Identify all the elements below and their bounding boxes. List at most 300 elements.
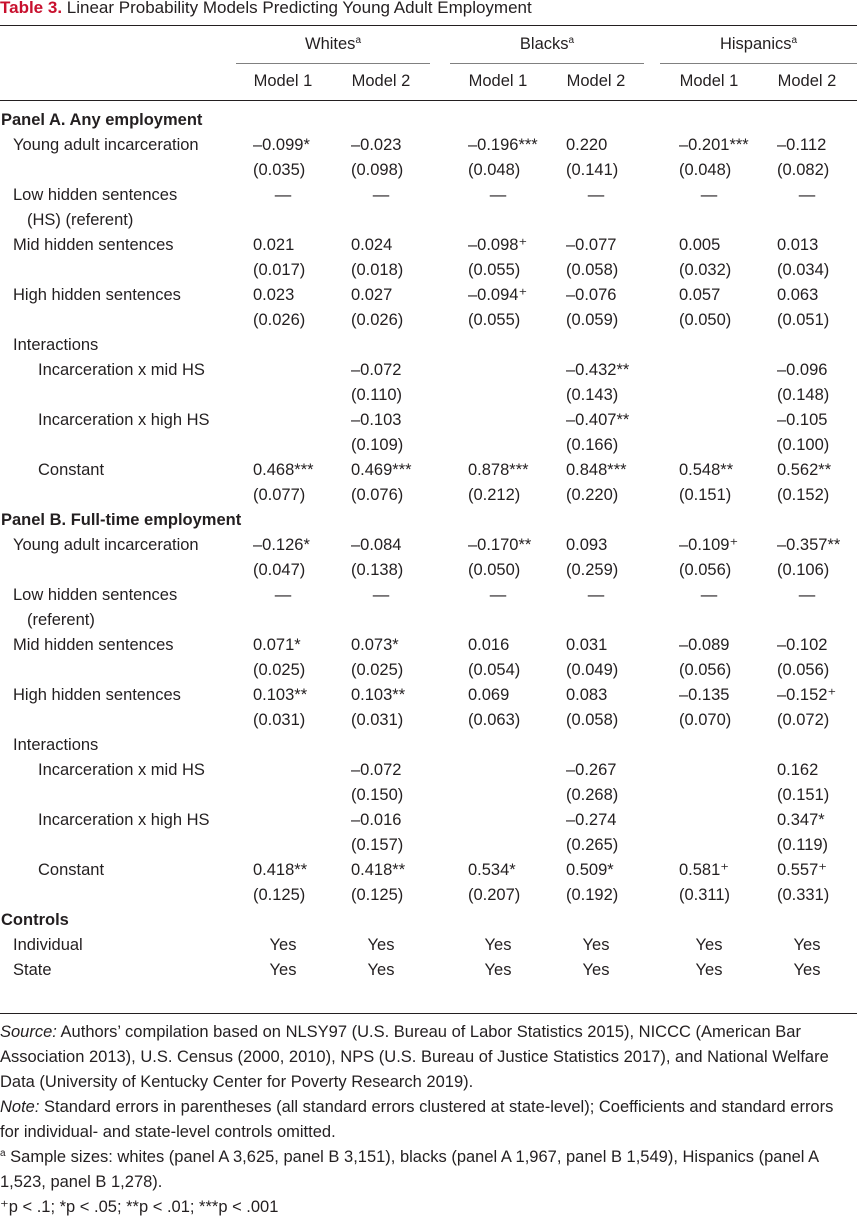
cell-value: 0.103** xyxy=(351,686,406,704)
cell-value: (0.125) xyxy=(351,886,404,904)
table-cell xyxy=(758,685,856,705)
table-cell xyxy=(758,585,856,605)
cell-value: 0.021 xyxy=(253,236,295,254)
table-cell xyxy=(332,760,430,780)
table-row xyxy=(0,235,857,260)
source-note: Source: Authors’ compilation based on NLSY97 (U.S. Bureau of Labor Statistics 2015), NICCC (American Bar Association 2013), U.S. Census (2000, 2010), NPS (U.S. Bureau of Justice Statistics 2017), and National Welfare Data (University of Kentucky Center for Poverty Research 2019). xyxy=(0,1023,829,1091)
section-header-row xyxy=(0,510,857,535)
table-cell xyxy=(332,835,430,855)
table-cell xyxy=(332,460,430,480)
row-label: Young adult incarceration xyxy=(13,136,199,154)
table-cell xyxy=(449,460,547,480)
cell-value: 0.848*** xyxy=(566,461,627,479)
table-cell xyxy=(449,610,547,630)
table-cell xyxy=(449,810,547,830)
cell-value: –0.196*** xyxy=(468,136,538,154)
cell-value: 0.534* xyxy=(468,861,516,879)
cell-value: — xyxy=(274,186,292,204)
table-cell xyxy=(758,185,856,205)
cell-value: (0.082) xyxy=(777,161,830,179)
table-cell xyxy=(332,885,430,905)
row-label: (referent) xyxy=(27,611,95,629)
cell-value: (0.017) xyxy=(253,261,306,279)
row-label: High hidden sentences xyxy=(13,686,181,704)
table-cell xyxy=(234,335,332,355)
table-cell xyxy=(234,310,332,330)
cell-value: (0.150) xyxy=(351,786,404,804)
table-row xyxy=(0,610,857,635)
table-row xyxy=(0,760,857,785)
table-row xyxy=(0,960,857,985)
cell-value: (0.031) xyxy=(351,711,404,729)
table-cell xyxy=(332,710,430,730)
table-cell xyxy=(234,635,332,655)
table-cell xyxy=(758,560,856,580)
cell-value: 0.418** xyxy=(253,861,308,879)
table-cell xyxy=(234,410,332,430)
table-row xyxy=(0,135,857,160)
table-cell xyxy=(547,285,645,305)
table-cell xyxy=(449,160,547,180)
table-cell xyxy=(332,735,430,755)
table-cell xyxy=(547,685,645,705)
cell-value: –0.201*** xyxy=(679,136,749,154)
group-header-hispanics: Hispanics$^a$ xyxy=(719,35,798,53)
group-header-whites: Whites$^a$ xyxy=(305,35,361,53)
table-cell xyxy=(332,485,430,505)
table-cell xyxy=(660,360,758,380)
cell-value: –0.099* xyxy=(253,136,310,154)
row-label: State xyxy=(13,961,52,979)
cell-value: — xyxy=(372,186,390,204)
table-cell xyxy=(660,560,758,580)
table-cell xyxy=(332,310,430,330)
table-cell xyxy=(547,185,645,205)
table-cell xyxy=(758,610,856,630)
group-rule-hispanics xyxy=(660,63,857,64)
cell-value: — xyxy=(274,586,292,604)
table-cell xyxy=(547,935,645,955)
table-cell xyxy=(332,235,430,255)
table-cell xyxy=(660,110,758,130)
table-cell xyxy=(332,685,430,705)
table-cell xyxy=(332,935,430,955)
table-cell xyxy=(234,460,332,480)
table-row xyxy=(0,435,857,460)
cell-value: –0.109⁺ xyxy=(679,536,739,554)
table-cell xyxy=(547,610,645,630)
table-cell xyxy=(332,560,430,580)
table-cell xyxy=(547,810,645,830)
table-cell xyxy=(449,860,547,880)
cell-value: (0.058) xyxy=(566,261,619,279)
cell-value: — xyxy=(798,186,816,204)
table-cell xyxy=(758,260,856,280)
table-cell xyxy=(660,460,758,480)
table-cell xyxy=(332,860,430,880)
table-cell xyxy=(332,110,430,130)
table-cell xyxy=(758,935,856,955)
table-cell xyxy=(758,360,856,380)
cell-value: (0.054) xyxy=(468,661,521,679)
model-header: Model 2 xyxy=(566,72,626,90)
table-cell xyxy=(332,160,430,180)
table-cell xyxy=(660,410,758,430)
cell-value: 0.016 xyxy=(468,636,510,654)
table-row xyxy=(0,735,857,760)
table-cell xyxy=(660,160,758,180)
cell-value: (0.220) xyxy=(566,486,619,504)
cell-value: Yes xyxy=(582,936,610,954)
cell-value: (0.055) xyxy=(468,261,521,279)
cell-value: (0.100) xyxy=(777,436,830,454)
table-cell xyxy=(234,160,332,180)
table-cell xyxy=(660,860,758,880)
row-label: Interactions xyxy=(13,336,99,354)
table-cell xyxy=(758,635,856,655)
table-row xyxy=(0,485,857,510)
cell-value: (0.050) xyxy=(679,311,732,329)
table-cell xyxy=(660,535,758,555)
cell-value: 0.027 xyxy=(351,286,393,304)
cell-value: (0.098) xyxy=(351,161,404,179)
table-cell xyxy=(547,660,645,680)
row-label: Panel B. Full-time employment xyxy=(1,511,242,529)
significance-note: ⁺p < .1; *p < .05; **p < .01; ***p < .001 xyxy=(0,1198,279,1216)
cell-value: –0.105 xyxy=(777,411,828,429)
table-cell xyxy=(547,310,645,330)
table-cell xyxy=(547,635,645,655)
table-cell xyxy=(660,885,758,905)
group-rule-blacks xyxy=(450,63,644,64)
cell-value: –0.016 xyxy=(351,811,402,829)
table-cell xyxy=(332,810,430,830)
table-cell xyxy=(758,235,856,255)
table-row xyxy=(0,810,857,835)
table-cell xyxy=(332,335,430,355)
cell-value: –0.094⁺ xyxy=(468,286,528,304)
cell-value: 0.023 xyxy=(253,286,295,304)
table-cell xyxy=(449,660,547,680)
table-cell xyxy=(449,210,547,230)
table-cell xyxy=(234,660,332,680)
cell-value: 0.005 xyxy=(679,236,721,254)
cell-value: –0.274 xyxy=(566,811,617,829)
table-cell xyxy=(660,310,758,330)
cell-value: (0.034) xyxy=(777,261,830,279)
table-cell xyxy=(660,685,758,705)
cell-value: — xyxy=(587,186,605,204)
cell-value: Yes xyxy=(484,936,512,954)
cell-value: Yes xyxy=(793,961,821,979)
table-cell xyxy=(547,335,645,355)
cell-value: –0.126* xyxy=(253,536,310,554)
table-cell xyxy=(332,635,430,655)
cell-value: (0.055) xyxy=(468,311,521,329)
table-row xyxy=(0,410,857,435)
table-cell xyxy=(332,510,430,530)
table-cell xyxy=(758,760,856,780)
cell-value: –0.096 xyxy=(777,361,828,379)
row-label: Constant xyxy=(38,461,105,479)
cell-value: 0.057 xyxy=(679,286,721,304)
table-cell xyxy=(449,110,547,130)
cell-value: –0.077 xyxy=(566,236,617,254)
bottom-rule xyxy=(0,1013,857,1014)
table-cell xyxy=(660,910,758,930)
cell-value: –0.084 xyxy=(351,536,402,554)
cell-value: (0.152) xyxy=(777,486,830,504)
table-cell xyxy=(547,710,645,730)
table-cell xyxy=(332,360,430,380)
table-cell xyxy=(332,585,430,605)
table-cell xyxy=(234,535,332,555)
table-cell xyxy=(758,885,856,905)
row-label: Controls xyxy=(1,911,69,929)
table-cell xyxy=(449,735,547,755)
table-cell xyxy=(660,285,758,305)
table-cell xyxy=(332,960,430,980)
cell-value: (0.076) xyxy=(351,486,404,504)
cell-value: 0.220 xyxy=(566,136,608,154)
cell-value: (0.058) xyxy=(566,711,619,729)
table-cell xyxy=(660,485,758,505)
row-label: Mid hidden sentences xyxy=(13,236,174,254)
table-caption: Linear Probability Models Predicting Young Adult Employment xyxy=(66,0,532,17)
table-cell xyxy=(547,735,645,755)
table-cell xyxy=(758,385,856,405)
cell-value: Yes xyxy=(695,961,723,979)
cell-value: 0.083 xyxy=(566,686,608,704)
cell-value: — xyxy=(700,586,718,604)
table-row xyxy=(0,585,857,610)
table-cell xyxy=(758,510,856,530)
cell-value: (0.265) xyxy=(566,836,619,854)
table-cell xyxy=(547,510,645,530)
table-cell xyxy=(547,460,645,480)
cell-value: –0.432** xyxy=(566,361,630,379)
sample-size-note: $^a$ Sample sizes: whites (panel A 3,625, panel B 3,151), blacks (panel A 1,967, panel B 1,549), Hispanics (panel A 1,523, panel B 1,278). xyxy=(0,1148,819,1191)
table-cell xyxy=(547,785,645,805)
table-cell xyxy=(332,435,430,455)
table-cell xyxy=(234,435,332,455)
row-label: (HS) (referent) xyxy=(27,211,134,229)
table-cell xyxy=(234,710,332,730)
table-cell xyxy=(234,585,332,605)
cell-value: (0.025) xyxy=(253,661,306,679)
table-cell xyxy=(660,835,758,855)
cell-value: 0.162 xyxy=(777,761,819,779)
table-cell xyxy=(234,235,332,255)
cell-value: –0.089 xyxy=(679,636,730,654)
row-label: Incarceration x high HS xyxy=(38,811,210,829)
cell-value: –0.357** xyxy=(777,536,841,554)
table-cell xyxy=(234,360,332,380)
table-cell xyxy=(449,510,547,530)
table-cell xyxy=(332,210,430,230)
table-row xyxy=(0,885,857,910)
row-label: Young adult incarceration xyxy=(13,536,199,554)
table-row xyxy=(0,210,857,235)
cell-value: 0.069 xyxy=(468,686,510,704)
table-cell xyxy=(758,835,856,855)
table-cell xyxy=(547,910,645,930)
table-row xyxy=(0,685,857,710)
table-row xyxy=(0,160,857,185)
table-row xyxy=(0,285,857,310)
table-cell xyxy=(449,135,547,155)
table-cell xyxy=(547,585,645,605)
table-cell xyxy=(234,210,332,230)
cell-value: (0.070) xyxy=(679,711,732,729)
cell-value: –0.023 xyxy=(351,136,402,154)
table-cell xyxy=(758,535,856,555)
cell-value: (0.050) xyxy=(468,561,521,579)
table-cell xyxy=(547,410,645,430)
cell-value: Yes xyxy=(367,961,395,979)
cell-value: (0.141) xyxy=(566,161,619,179)
table-cell xyxy=(449,960,547,980)
cell-value: (0.026) xyxy=(351,311,404,329)
table-cell xyxy=(660,760,758,780)
table-cell xyxy=(234,260,332,280)
cell-value: — xyxy=(700,186,718,204)
model-header: Model 1 xyxy=(679,72,739,90)
table-cell xyxy=(758,135,856,155)
table-row xyxy=(0,260,857,285)
cell-value: –0.102 xyxy=(777,636,828,654)
table-cell xyxy=(332,610,430,630)
table-cell xyxy=(449,535,547,555)
table-cell xyxy=(449,485,547,505)
row-label: Low hidden sentences xyxy=(13,186,178,204)
model-header: Model 2 xyxy=(351,72,411,90)
row-label: Individual xyxy=(13,936,83,954)
table-cell xyxy=(547,110,645,130)
table-cell xyxy=(234,760,332,780)
table-cell xyxy=(234,685,332,705)
cell-value: 0.013 xyxy=(777,236,819,254)
table-row xyxy=(0,710,857,735)
table-cell xyxy=(449,685,547,705)
cell-value: 0.071* xyxy=(253,636,301,654)
table-cell xyxy=(234,735,332,755)
table-cell xyxy=(234,510,332,530)
table-row xyxy=(0,310,857,335)
table-cell xyxy=(660,735,758,755)
cell-value: (0.207) xyxy=(468,886,521,904)
cell-value: — xyxy=(489,186,507,204)
cell-value: (0.056) xyxy=(777,661,830,679)
table-cell xyxy=(547,885,645,905)
table-cell xyxy=(234,110,332,130)
cell-value: Yes xyxy=(484,961,512,979)
table-cell xyxy=(234,610,332,630)
cell-value: 0.073* xyxy=(351,636,399,654)
cell-value: (0.106) xyxy=(777,561,830,579)
table-cell xyxy=(449,885,547,905)
cell-value: 0.031 xyxy=(566,636,608,654)
table-cell xyxy=(758,785,856,805)
table-cell xyxy=(234,385,332,405)
table-cell xyxy=(660,385,758,405)
table-cell xyxy=(547,360,645,380)
cell-value: (0.148) xyxy=(777,386,830,404)
table-cell xyxy=(660,185,758,205)
cell-value: — xyxy=(372,586,390,604)
table-row xyxy=(0,360,857,385)
table-cell xyxy=(547,210,645,230)
table-cell xyxy=(332,910,430,930)
cell-value: 0.093 xyxy=(566,536,608,554)
table-cell xyxy=(660,710,758,730)
table-cell xyxy=(660,785,758,805)
table-cell xyxy=(332,410,430,430)
cell-value: –0.152⁺ xyxy=(777,686,837,704)
cell-value: 0.548** xyxy=(679,461,734,479)
table-cell xyxy=(758,860,856,880)
row-label: Mid hidden sentences xyxy=(13,636,174,654)
table-row xyxy=(0,835,857,860)
table-cell xyxy=(660,960,758,980)
cell-value: Yes xyxy=(269,936,297,954)
cell-value: (0.018) xyxy=(351,261,404,279)
cell-value: 0.468*** xyxy=(253,461,314,479)
cell-value: 0.024 xyxy=(351,236,393,254)
cell-value: — xyxy=(798,586,816,604)
cell-value: (0.125) xyxy=(253,886,306,904)
table-cell xyxy=(234,285,332,305)
table-cell xyxy=(449,335,547,355)
cell-value: (0.151) xyxy=(679,486,732,504)
table-cell xyxy=(660,510,758,530)
cell-value: (0.138) xyxy=(351,561,404,579)
cell-value: (0.056) xyxy=(679,661,732,679)
cell-value: Yes xyxy=(695,936,723,954)
table-cell xyxy=(449,935,547,955)
cell-value: –0.072 xyxy=(351,361,402,379)
table-row xyxy=(0,460,857,485)
cell-value: (0.059) xyxy=(566,311,619,329)
group-header-blacks: Blacks$^a$ xyxy=(519,35,575,53)
table-cell xyxy=(660,635,758,655)
table-cell xyxy=(332,285,430,305)
table-cell xyxy=(449,910,547,930)
cell-value: –0.112 xyxy=(777,136,827,154)
row-label: Panel A. Any employment xyxy=(1,111,203,129)
cell-value: –0.103 xyxy=(351,411,402,429)
cell-value: (0.119) xyxy=(777,836,829,854)
table-cell xyxy=(547,485,645,505)
cell-value: (0.157) xyxy=(351,836,404,854)
cell-value: (0.048) xyxy=(468,161,521,179)
header-rule xyxy=(0,100,857,101)
cell-value: 0.347* xyxy=(777,811,825,829)
table-cell xyxy=(758,735,856,755)
cell-value: — xyxy=(489,586,507,604)
table-cell xyxy=(758,485,856,505)
table-cell xyxy=(758,210,856,230)
table-cell xyxy=(449,560,547,580)
cell-value: (0.077) xyxy=(253,486,306,504)
cell-value: Yes xyxy=(582,961,610,979)
table-cell xyxy=(547,960,645,980)
table-cell xyxy=(449,185,547,205)
table-cell xyxy=(234,810,332,830)
cell-value: (0.109) xyxy=(351,436,404,454)
table-cell xyxy=(758,285,856,305)
cell-value: –0.135 xyxy=(679,686,730,704)
